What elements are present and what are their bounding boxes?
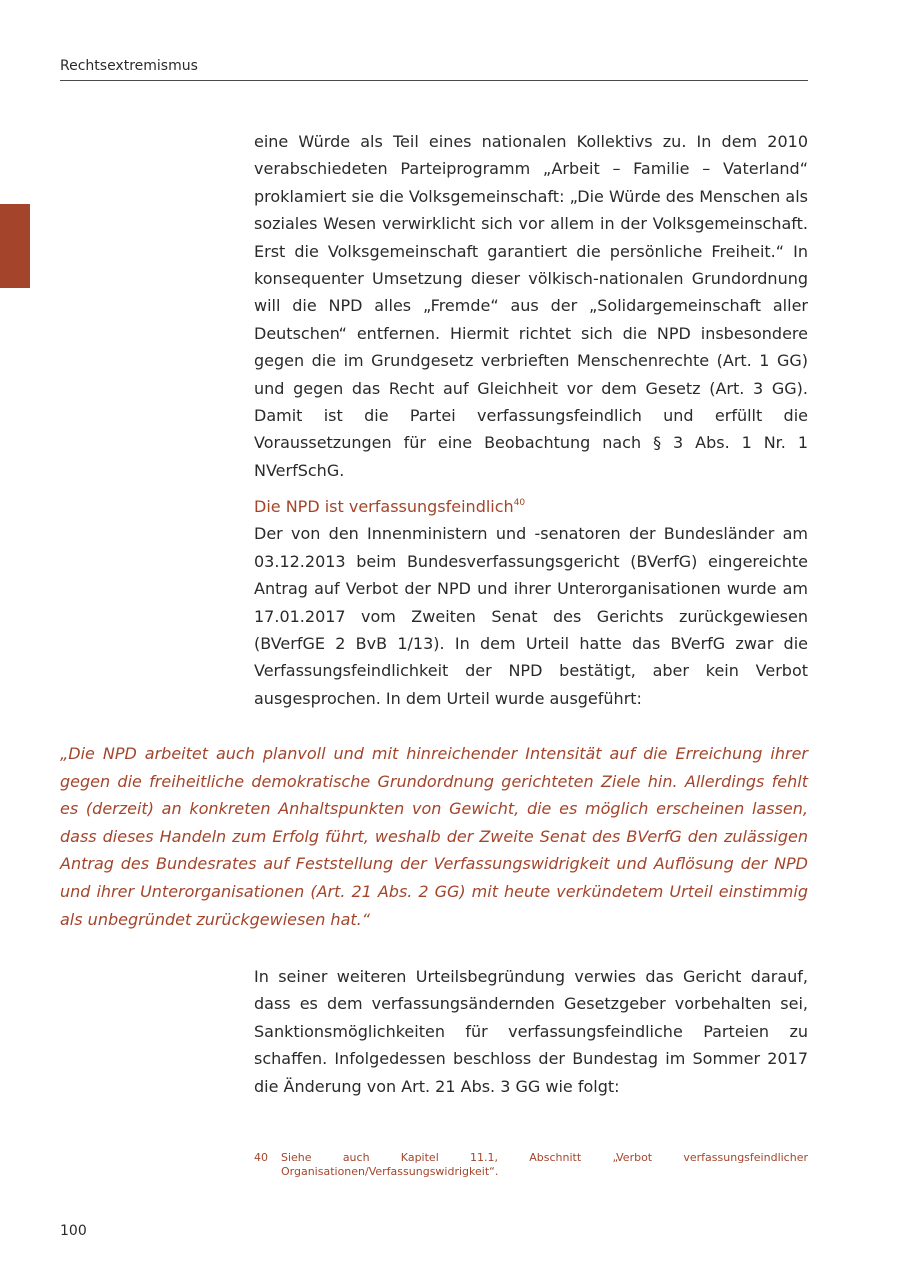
footnote-number: 40 — [254, 1151, 268, 1164]
footnote-text: Siehe auch Kapitel 11.1, Abschnitt „Verbot verfassungsfeindlicher Organisationen/Verfassungswidrigkeit“. — [281, 1151, 808, 1178]
body-paragraph-3 — [254, 963, 808, 1100]
body-paragraph-1 — [254, 128, 808, 484]
court-quote: „Die NPD arbeitet auch planvoll und mit hinreichender Intensität auf die Erreichung ihrer gegen die freiheitliche demokratische Grundordnung gerichteten Ziele hin. Allerdings fehlt es (derzeit) an konkreten Anhaltspunkten von Gewicht, die es möglich erscheinen lassen, dass dieses Handeln zum Erfolg führt, weshalb der Zweite Senat des BVerfG den zulässigen Antrag des Bundesrates auf Feststellung der Verfassungswidrigkeit und Auflösung der NPD und ihrer Unterorganisationen (Art. 21 Abs. 2 GG) mit heute verkündetem Urteil einstimmig als unbegründet zurückgewiesen hat.“ — [60, 744, 808, 929]
footnote-reference[interactable]: 40 — [513, 498, 526, 508]
running-header: Rechtsextremismus — [60, 58, 808, 81]
page-number: 100 — [60, 1223, 87, 1239]
paragraph-text: In seiner weiteren Urteilsbegründung verwies das Gericht darauf, dass es dem verfassungsändernden Gesetzgeber vorbehalten sei, Sanktionsmöglichkeiten für verfassungsfeindliche Parteien zu schaffen. Infolgedessen beschloss der Bundestag im Sommer 2017 die Änderung von Art. 21 Abs. 3 GG wie folgt: — [254, 967, 808, 1096]
footnote — [254, 1151, 808, 1179]
body-paragraph-2: Der von den Innenministern und -senatoren der Bundesländer am 03.12.2013 beim Bundesverfassungsgericht (BVerfG) eingereichte Antrag auf Verbot der NPD und ihrer Unterorganisationen wurde am 17.01.2017 vom Zweiten Senat des Gerichts zurückgewiesen (BVerfGE 2 BvB 1/13). In dem Urteil hatte das BVerfG zwar die Verfassungsfeindlichkeit der NPD bestätigt, aber kein Verbot ausgesprochen. In dem Urteil wurde ausgeführt: — [254, 524, 808, 708]
section — [254, 490, 808, 712]
chapter-marker-tab — [0, 204, 30, 288]
paragraph-text: eine Würde als Teil eines nationalen Kollektivs zu. In dem 2010 verabschiedeten Parteiprogramm „Arbeit – Familie – Vaterland“ proklamiert sie die Volksgemeinschaft: „Die Würde des Menschen als soziales Wesen verwirklicht sich vor allem in der Volksgemeinschaft. Erst die Volksgemeinschaft garantiert die persönliche Freiheit.“ In konsequenter Umsetzung dieser völkisch-nationalen Grundordnung will die NPD alles „Fremde“ aus der „Solidargemeinschaft aller Deutschen“ entfernen. Hiermit richtet sich die NPD insbesondere gegen die im Grundgesetz verbrieften Menschenrechte (Art. 1 GG) und gegen das Recht auf Gleichheit vor dem Gesetz (Art. 3 GG). Damit ist die Partei verfassungsfeindlich und erfüllt die Voraussetzungen für eine Beobachtung nach § 3 Abs. 1 Nr. 1 NVerfSchG. — [254, 132, 808, 480]
section-heading-text: Die NPD ist verfassungsfeindlich — [254, 497, 514, 516]
section-heading — [254, 490, 808, 520]
